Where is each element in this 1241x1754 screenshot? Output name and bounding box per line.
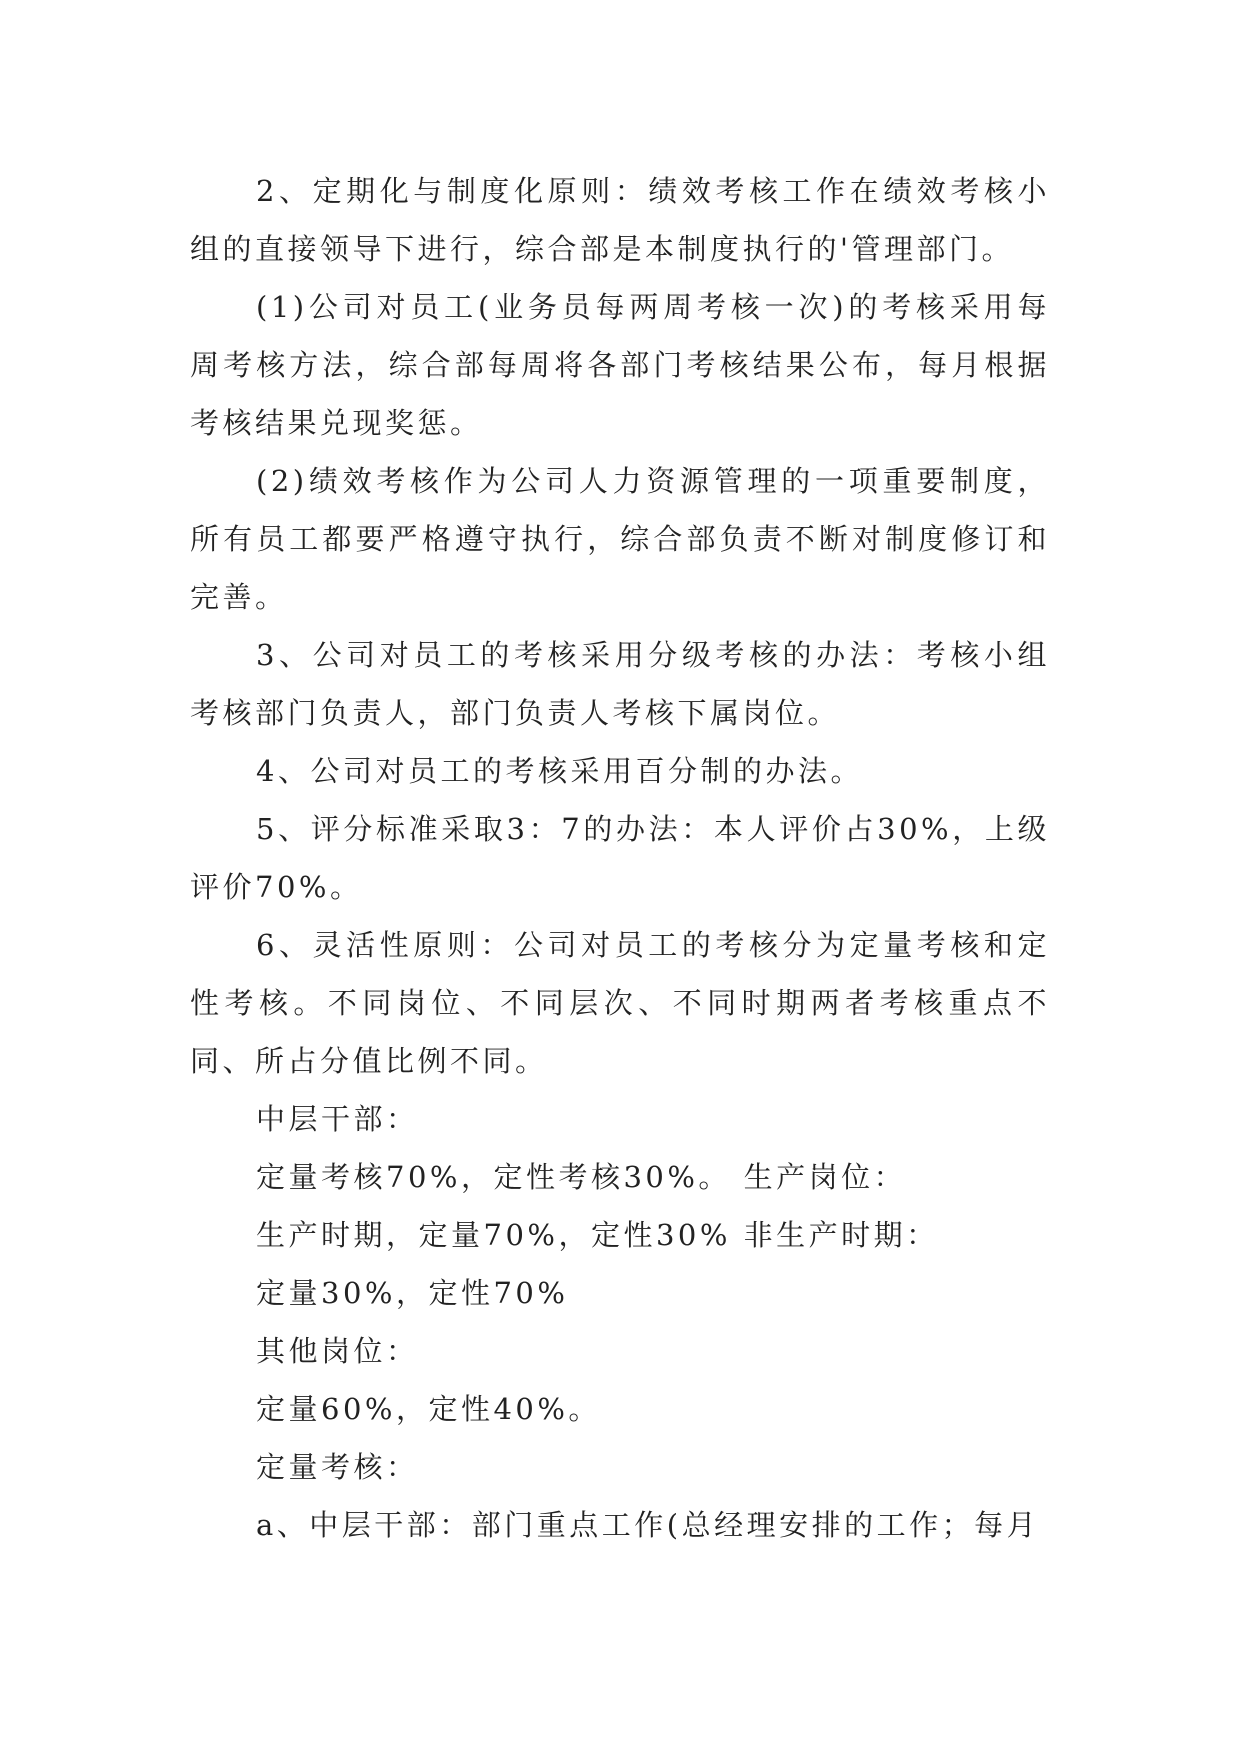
line-item-a: a、中层干部：部门重点工作(总经理安排的工作；每月 xyxy=(256,1508,1040,1542)
document-body xyxy=(190,162,1050,1554)
line-quantitative-heading: 定量考核： xyxy=(256,1450,419,1484)
line-other-positions-heading: 其他岗位： xyxy=(256,1334,419,1368)
paragraph-item-1: (1)公司对员工(业务员每两周考核一次)的考核采用每周考核方法，综合部每周将各部门考核结果公布，每月根据考核结果兑现奖惩。 xyxy=(190,290,1050,440)
paragraph-principle-5: 5、评分标准采取3：7的办法：本人评价占30%，上级评价70%。 xyxy=(190,812,1050,904)
line-middle-cadre-ratio: 定量考核70%，定性考核30%。 生产岗位： xyxy=(256,1160,907,1194)
paragraph-principle-4: 4、公司对员工的考核采用百分制的办法。 xyxy=(256,754,863,788)
paragraph-principle-2: 2、定期化与制度化原则：绩效考核工作在绩效考核小组的直接领导下进行，综合部是本制度执行的'管理部门。 xyxy=(190,174,1050,266)
paragraph-principle-6: 6、灵活性原则：公司对员工的考核分为定量考核和定性考核。不同岗位、不同层次、不同时期两者考核重点不同、所占分值比例不同。 xyxy=(190,928,1050,1078)
line-non-production-ratio: 定量30%，定性70% xyxy=(256,1276,569,1310)
line-production-period-ratio: 生产时期，定量70%，定性30% 非生产时期： xyxy=(256,1218,939,1252)
line-other-positions-ratio: 定量60%，定性40%。 xyxy=(256,1392,601,1426)
paragraph-item-2: (2)绩效考核作为公司人力资源管理的一项重要制度，所有员工都要严格遵守执行，综合部负责不断对制度修订和完善。 xyxy=(190,464,1050,614)
paragraph-principle-3: 3、公司对员工的考核采用分级考核的办法：考核小组考核部门负责人，部门负责人考核下属岗位。 xyxy=(190,638,1050,730)
line-middle-cadre-heading: 中层干部： xyxy=(256,1102,419,1136)
